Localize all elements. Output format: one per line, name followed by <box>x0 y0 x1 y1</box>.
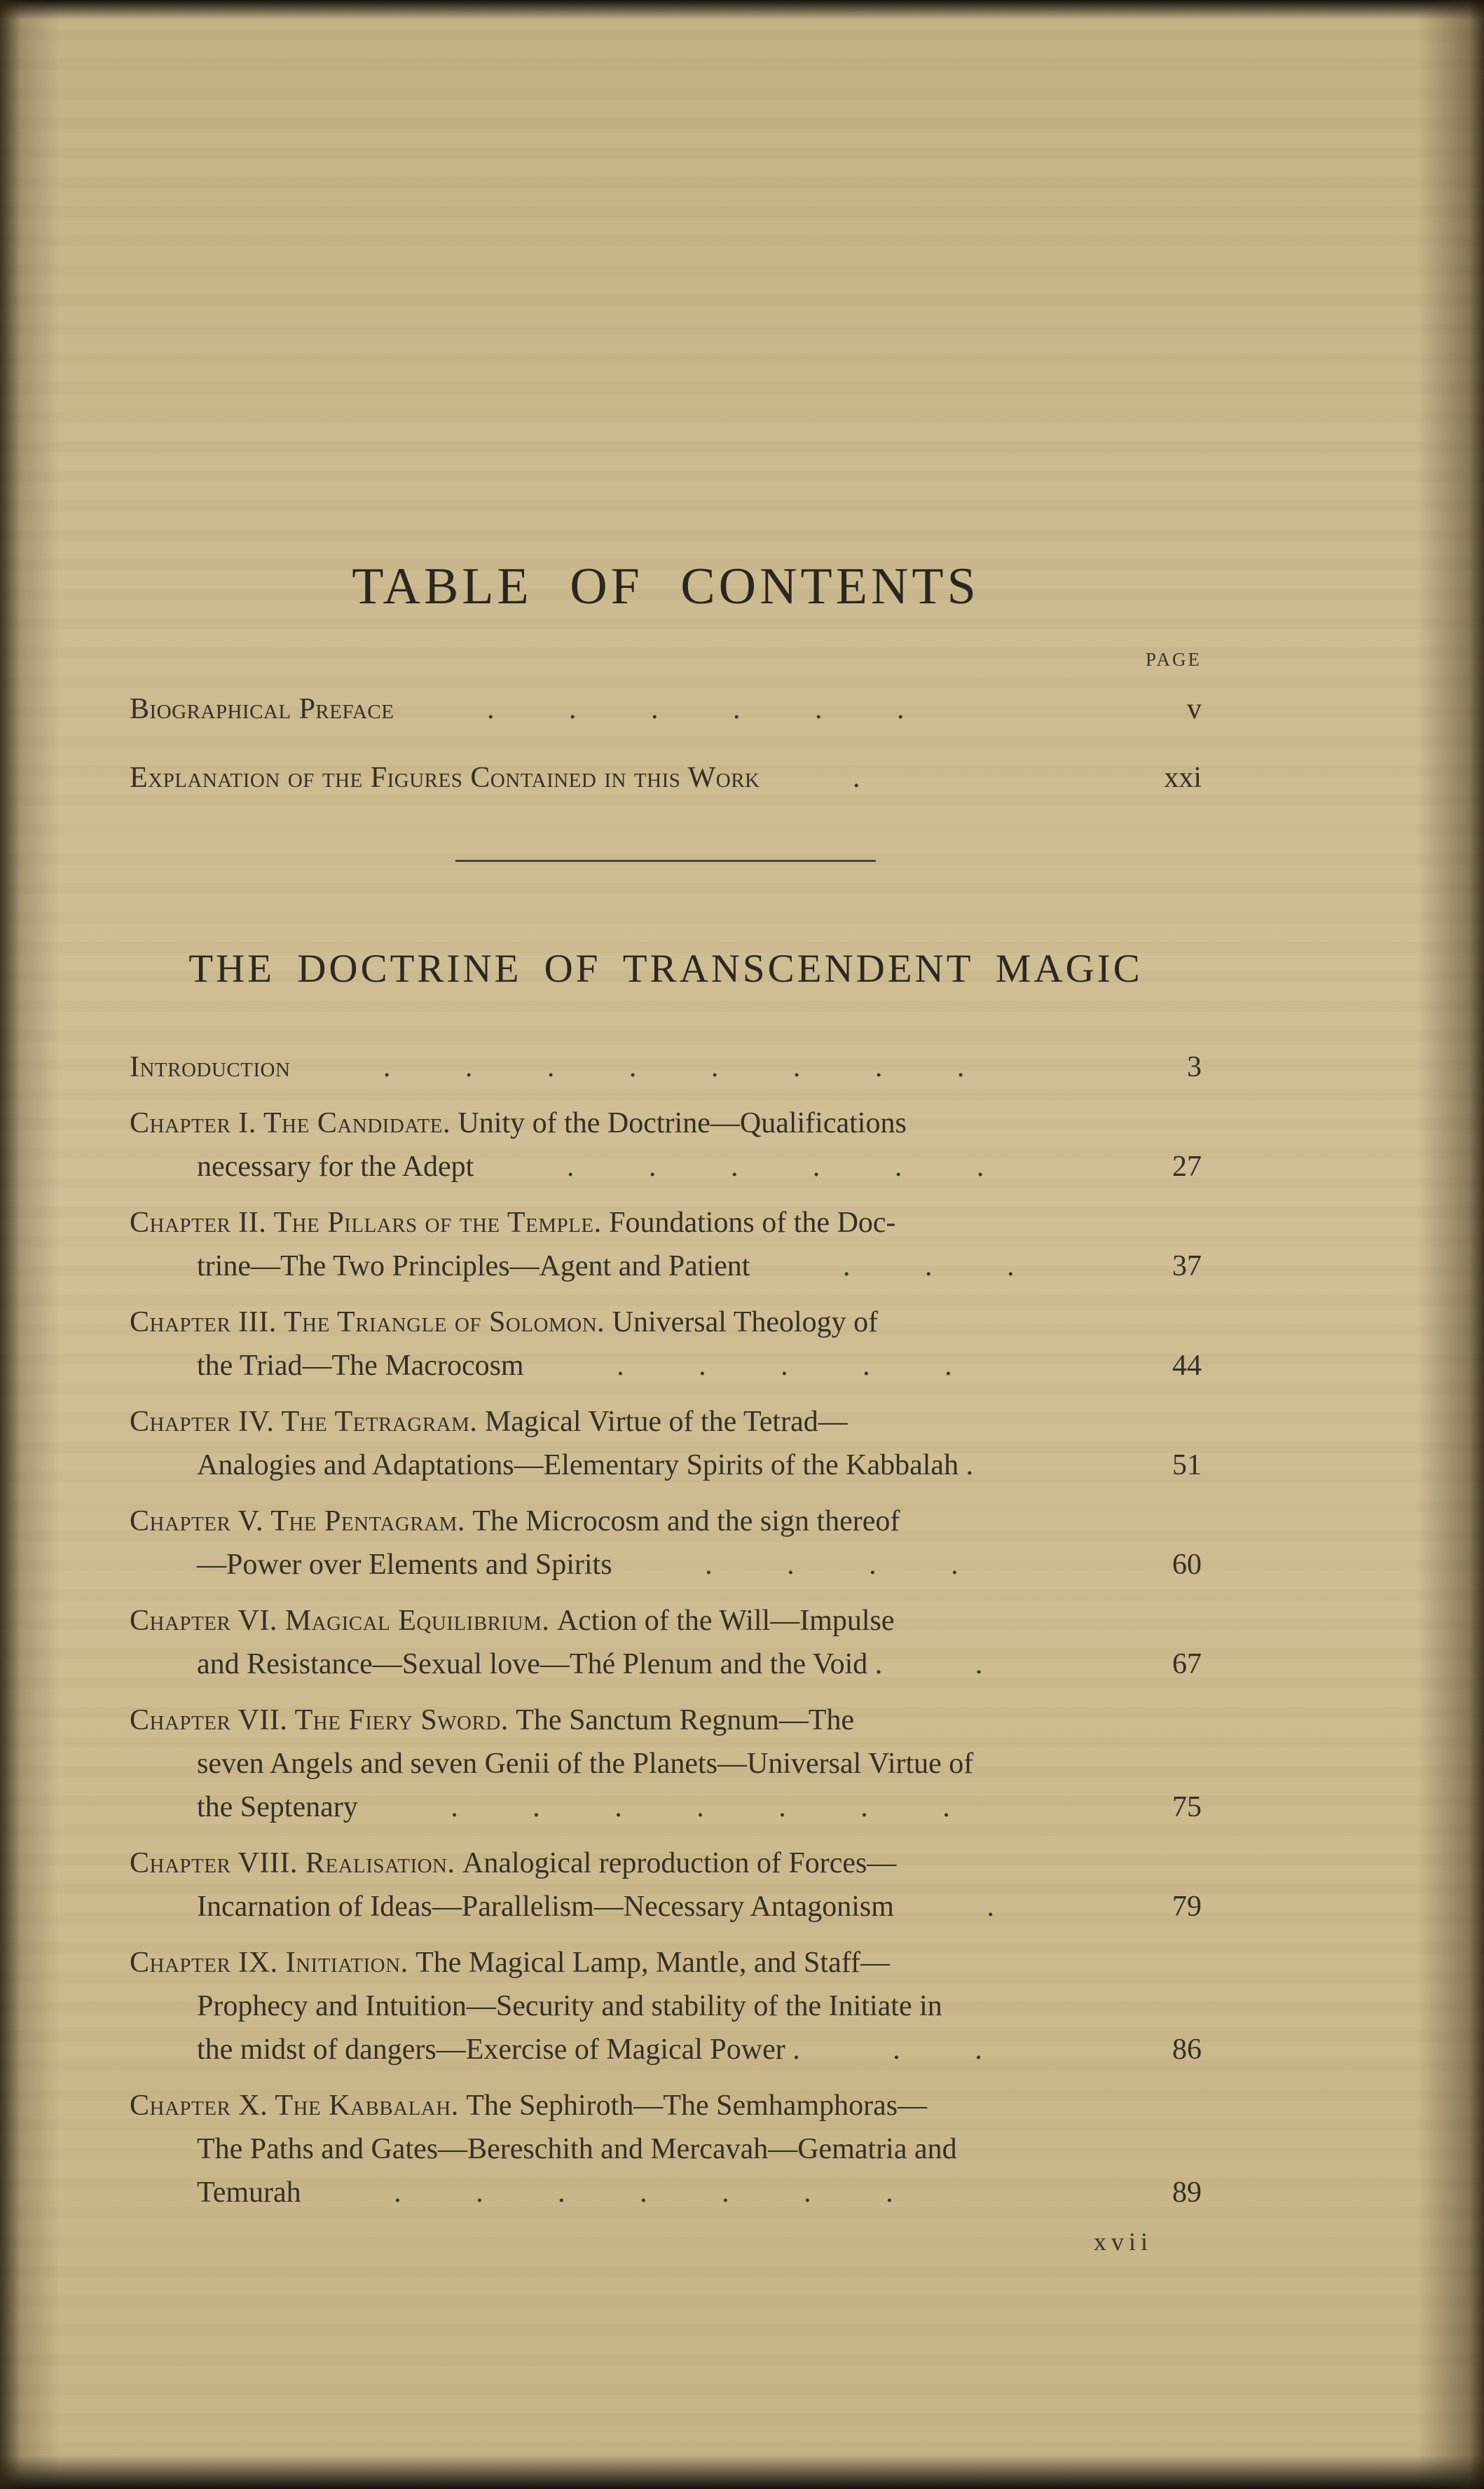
chapter-label: Chapter III. <box>130 1306 284 1338</box>
chapter-title: Explanation of the Figures Contained in this Work <box>130 762 760 794</box>
entry-page-number: 75 <box>1172 1791 1202 1823</box>
toc-entry-line <box>130 1102 1202 1145</box>
dot-leader: . . . . . . . <box>376 1791 950 1823</box>
entry-text: the Triad—The Macrocosm <box>197 1350 524 1382</box>
page-column-label: PAGE <box>1145 649 1202 670</box>
toc-entry <box>130 1699 1202 1829</box>
entry-page-number: 89 <box>1172 2176 1202 2209</box>
toc-entries <box>130 1045 1202 2214</box>
toc-entry-line <box>197 2127 1202 2171</box>
toc-entry <box>130 1301 1202 1387</box>
toc-entry-line <box>197 1742 1202 1785</box>
entry-text: Foundations of the Doc- <box>601 1207 896 1239</box>
entry-text: Magical Virtue of the Tetrad— <box>477 1406 848 1438</box>
dot-leader: . <box>900 1648 983 1680</box>
entry-text: trine—The Two Principles—Agent and Patient <box>197 1250 750 1282</box>
toc-entry-line <box>130 1599 1202 1643</box>
toc-entry-line <box>197 1145 1202 1188</box>
chapter-label: Chapter II. <box>130 1207 274 1239</box>
entry-text: Prophecy and Intuition—Security and stability of the Initiate in <box>197 1990 942 2022</box>
entry-page-number: 51 <box>1172 1449 1202 1481</box>
folio-page-number: xvii <box>1093 2228 1153 2256</box>
toc-entry-line <box>130 1699 1202 1742</box>
chapter-title: The Triangle of Solomon. <box>284 1306 605 1338</box>
entry-text: Action of the Will—Impulse <box>549 1605 895 1637</box>
chapter-title: Biographical Preface <box>130 693 394 725</box>
chapter-label: Chapter VI. <box>130 1605 285 1637</box>
entry-page-number: xxi <box>1164 762 1202 794</box>
entry-page-number: 37 <box>1172 1250 1202 1282</box>
toc-entry-line <box>130 1301 1202 1344</box>
entry-text: The Paths and Gates—Bereschith and Mercavah—Gematria and <box>197 2133 957 2165</box>
toc-entry <box>130 1500 1202 1586</box>
page-content <box>130 0 1202 2256</box>
toc-entry-line <box>197 1984 1202 2028</box>
toc-entry-line <box>197 1885 1202 1928</box>
toc-entry-line <box>197 2171 1202 2214</box>
dot-leader: . . . . . . <box>492 1151 984 1183</box>
toc-entry-line <box>197 1543 1202 1586</box>
toc-entry-line <box>197 1344 1202 1387</box>
dot-leader: . . <box>818 2034 982 2066</box>
entry-text: the midst of dangers—Exercise of Magical Power . <box>197 2034 800 2066</box>
entry-text: The Sanctum Regnum—The <box>508 1704 855 1736</box>
entry-text: seven Angels and seven Genii of the Planets—Universal Virtue of <box>197 1748 974 1780</box>
dot-leader: . . . . . . <box>412 693 905 725</box>
chapter-label: Chapter VII. <box>130 1704 295 1736</box>
chapter-title: Introduction <box>130 1051 291 1083</box>
toc-entry-line <box>130 1500 1202 1543</box>
entry-page-number: 3 <box>1187 1051 1202 1083</box>
entry-page-number: v <box>1187 693 1202 725</box>
chapter-label: Chapter IX. <box>130 1947 286 1979</box>
toc-entry <box>130 1941 1202 2071</box>
chapter-title: The Pentagram. <box>270 1505 465 1537</box>
entry-text: The Sephiroth—The Semhamphoras— <box>458 2090 928 2122</box>
chapter-title: The Kabbalah. <box>275 2090 459 2122</box>
front-matter-entries <box>130 687 1202 800</box>
chapter-label: Chapter X. <box>130 2090 275 2122</box>
toc-entry <box>130 1599 1202 1686</box>
toc-entry <box>130 1842 1202 1928</box>
chapter-label: Chapter VIII. <box>130 1847 305 1879</box>
dot-leader: . . . . <box>630 1549 959 1581</box>
dot-leader: . <box>912 1891 994 1923</box>
chapter-title: The Pillars of the Temple. <box>273 1207 602 1239</box>
chapter-title: Magical Equilibrium. <box>284 1605 550 1637</box>
entry-text: Universal Theology of <box>605 1306 879 1338</box>
entry-text: Temurah <box>197 2176 301 2209</box>
toc-entry-line <box>130 1400 1202 1444</box>
entry-text: Analogies and Adaptations—Elementary Spirits of the Kabbalah . <box>197 1449 974 1481</box>
toc-entry-line <box>130 1045 1202 1089</box>
toc-entry-line <box>130 756 1202 800</box>
dot-leader: . . . . . . . . <box>308 1051 965 1083</box>
toc-entry-line <box>130 687 1202 731</box>
toc-entry-line <box>130 1201 1202 1244</box>
toc-entry <box>130 2084 1202 2214</box>
toc-entry-line <box>197 1643 1202 1686</box>
entry-page-number: 27 <box>1172 1151 1202 1183</box>
dot-leader: . . . . . <box>542 1350 952 1382</box>
toc-entry <box>130 1201 1202 1288</box>
toc-entry-line <box>130 2084 1202 2127</box>
section-divider <box>455 860 876 862</box>
toc-entry <box>130 1045 1202 1089</box>
entry-page-number: 60 <box>1172 1549 1202 1581</box>
entry-text: the Septenary <box>197 1791 358 1823</box>
chapter-label: Chapter V. <box>130 1505 271 1537</box>
toc-entry <box>130 687 1202 731</box>
toc-entry <box>130 1400 1202 1487</box>
toc-entry-line <box>130 1941 1202 1984</box>
entry-text: Incarnation of Ideas—Parallelism—Necessary Antagonism <box>197 1891 894 1923</box>
dot-leader: . <box>778 762 860 794</box>
entry-page-number: 86 <box>1172 2034 1202 2066</box>
chapter-title: Realisation. <box>305 1847 455 1879</box>
chapter-title: The Fiery Sword. <box>294 1704 509 1736</box>
entry-text: The Magical Lamp, Mantle, and Staff— <box>408 1947 890 1979</box>
entry-text: The Microcosm and the sign thereof <box>465 1505 900 1537</box>
entry-text: necessary for the Adept <box>197 1151 474 1183</box>
chapter-title: The Candidate. <box>263 1107 451 1139</box>
toc-entry-line <box>197 1244 1202 1288</box>
entry-text: Unity of the Doctrine—Qualifications <box>450 1107 907 1139</box>
entry-text: and Resistance—Sexual love—Thé Plenum and the Void . <box>197 1648 883 1680</box>
page-title: TABLE OF CONTENTS <box>352 558 980 615</box>
entry-page-number: 44 <box>1172 1350 1202 1382</box>
chapter-title: Initiation. <box>285 1947 408 1979</box>
chapter-label: Chapter I. <box>130 1107 264 1139</box>
toc-entry <box>130 756 1202 800</box>
entry-text: Analogical reproduction of Forces— <box>455 1847 897 1879</box>
dot-leader: . . . <box>768 1250 1015 1282</box>
chapter-title: The Tetragram. <box>281 1406 478 1438</box>
entry-text: —Power over Elements and Spirits <box>197 1549 612 1581</box>
entry-page-number: 67 <box>1172 1648 1202 1680</box>
chapter-label: Chapter IV. <box>130 1406 282 1438</box>
toc-entry-line <box>197 1444 1202 1487</box>
dot-leader: . . . . . . . <box>319 2176 893 2209</box>
toc-entry <box>130 1102 1202 1188</box>
toc-entry-line <box>197 2028 1202 2071</box>
entry-page-number: 79 <box>1172 1891 1202 1923</box>
section-title: THE DOCTRINE OF TRANSCENDENT MAGIC <box>188 947 1143 991</box>
toc-entry-line <box>130 1842 1202 1885</box>
toc-entry-line <box>197 1785 1202 1829</box>
